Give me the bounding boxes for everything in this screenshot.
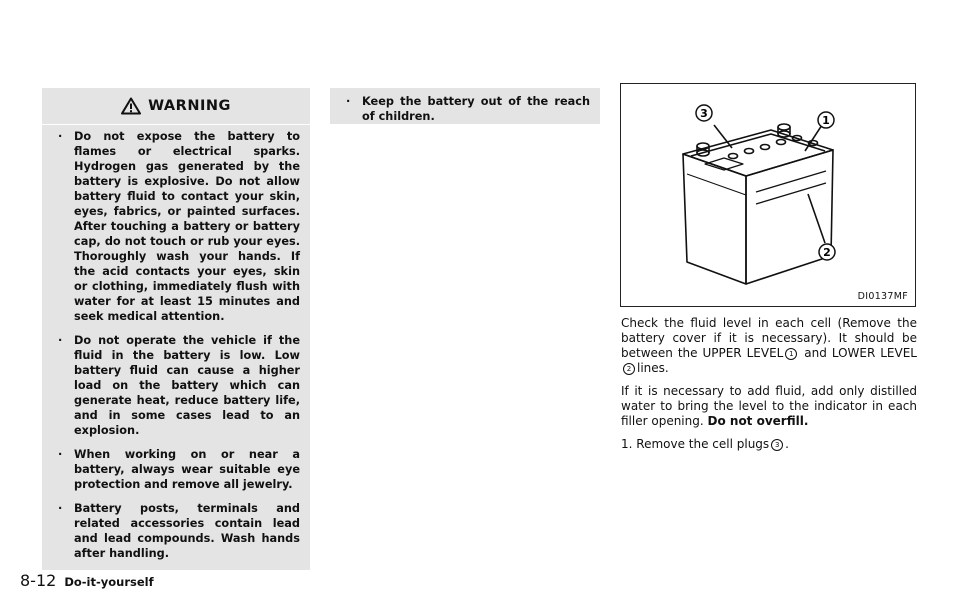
circled-ref-2: 2 <box>623 363 635 375</box>
circled-ref-3: 3 <box>771 439 783 451</box>
page-number: 8-12 <box>20 571 57 590</box>
warning-item: . Do not expose the battery to flames or electrical sparks. Hydrogen gas generated by the battery is explosive. Do not allow battery fluid to contact your skin, eyes, fabrics, or painted surfaces. After touching a battery or battery cap, do not touch or rub your eyes. Thoroughly wash your hands. If the acid contacts your eyes, skin or clothing, immediately flush with water for at least 15 minutes and seek medical attention. <box>54 129 300 324</box>
text-run: and LOWER LEVEL <box>804 346 917 360</box>
text-run: Check the fluid level in each cell (Remove the battery cover if it is necessary). It should be between the UPPER LEVEL <box>621 316 917 360</box>
warning-list-continued <box>330 88 600 124</box>
warning-triangle-icon <box>121 97 141 115</box>
circled-ref-1: 1 <box>785 348 797 360</box>
section-name: Do-it-yourself <box>64 575 154 589</box>
warning-item: . Battery posts, terminals and related accessories contain lead and lead compounds. Wash hands after handling. <box>54 501 300 561</box>
callout-1-label: 1 <box>822 114 830 127</box>
warning-box-continued <box>330 88 600 124</box>
paragraph-add-fluid <box>621 384 917 429</box>
warning-item: . Keep the battery out of the reach of children. <box>342 94 590 124</box>
callout-2-label: 2 <box>823 246 831 259</box>
text-run: lines. <box>637 361 669 375</box>
page-footer <box>20 571 154 590</box>
warning-item: . Do not operate the vehicle if the fluid in the battery is low. Low battery fluid can cause a higher load on the battery which can generate heat, reduce battery life, and in some cases lead to an explosion. <box>54 333 300 438</box>
text-run: 1. Remove the cell plugs <box>621 437 770 451</box>
warning-item: . When working on or near a battery, always wear suitable eye protection and remove all jewelry. <box>54 447 300 492</box>
warning-title: WARNING <box>148 98 231 114</box>
step-1: 1. Remove the cell plugs 3 . <box>621 437 789 451</box>
battery-illustration <box>621 84 915 306</box>
battery-figure <box>620 83 916 307</box>
body-text <box>621 316 917 460</box>
warning-box <box>42 88 310 570</box>
callout-3-label: 3 <box>700 107 708 120</box>
text-run: If it is necessary to add fluid, add only distilled water to bring the level to the indicator in each filler opening. <box>621 384 917 428</box>
warning-header <box>42 88 310 125</box>
warning-list <box>42 125 310 561</box>
figure-code: DI0137MF <box>857 291 908 302</box>
paragraph-check-level <box>621 316 917 376</box>
bold-text: Do not overfill. <box>707 414 809 428</box>
